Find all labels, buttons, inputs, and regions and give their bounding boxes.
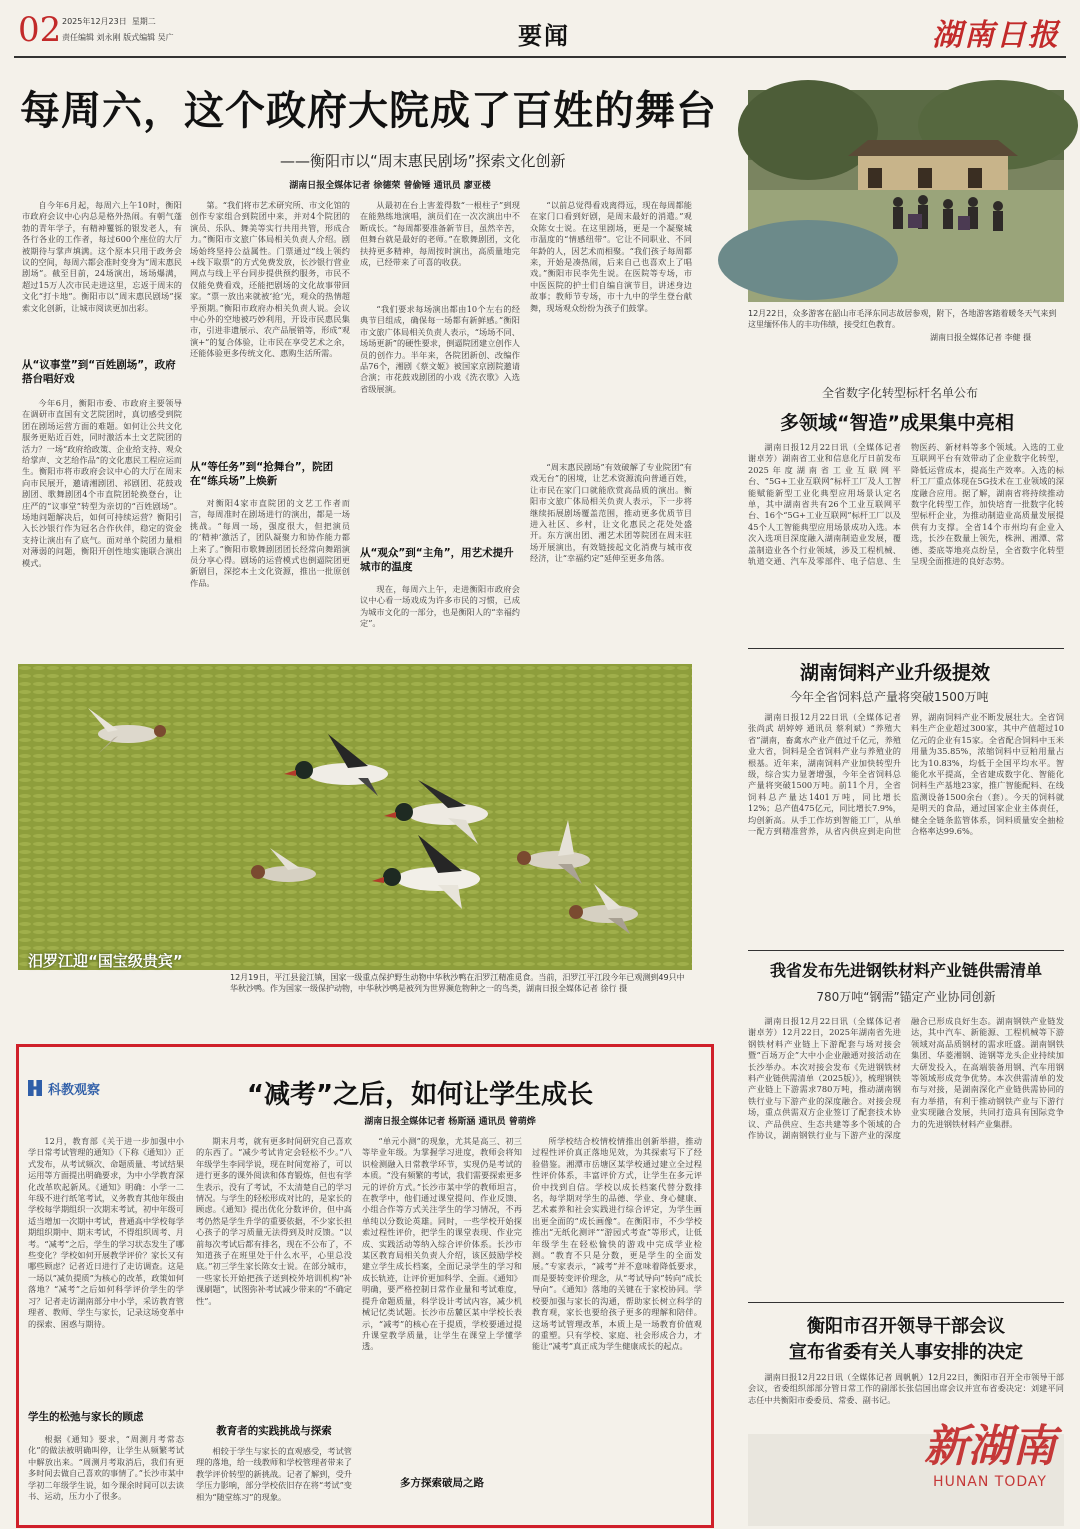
lead-subhead-2: 从“等任务”到“抢舞台”，院团在“练兵场”上焕新 — [190, 461, 334, 487]
news4-body: 湖南日报12月22日讯（全媒体记者 周帆帆）12月22日，衡阳市召开全市领导干部会议，省委组织部部分管日常工作的副部长张信国出席会议并宣布省委决定：刘建平同志任中共衡阳市委委员、常委、副书记。 — [748, 1372, 1064, 1405]
column-tag-icon — [28, 1080, 42, 1096]
news4-rule — [748, 1302, 1064, 1303]
photo-mergansers-image — [18, 664, 692, 970]
photo-shaoshan — [748, 90, 1064, 302]
news2-title: 湖南饲料产业升级提效 — [800, 662, 991, 684]
lead-subhead-1: 从“议事堂”到“百姓剧场”，政府搭台唱好戏 — [22, 359, 176, 385]
feature-col4: 所学校结合校情校情推出创新举措，推动过程性评价真正落地见效，为其探索写下了经验借鉴。湘潭市岳塘区某学校通过建立全过程性评价体系，丰富评价方式，让学生在多元评价中找到自信。学校以成长档案代替分数排名，每学期对学生的品德、学业、身心健康、艺术素养和社会实践进行综合评定，为学生画出更全面的“成长画像”。在衡阳市，不少学校推出“无纸化测评”“游园式考查”等形式，让低年级学生在轻松愉快的游戏中完成学业检测。“教育不只是分数，更是学生的全面发展。”专家表示，“减考”并不意味着降低要求，而是要转变评价理念，从“考试导向”转向“成长导向”。《通知》落地的关键在于家校协同。学校要加强与家长的沟通，帮助家长树立科学的教育观，家长也要给孩子更多的理解和陪伴。这场考试管理改革，本质上是一场教育价值观的重塑。只有学校、家庭、社会形成合力，才能让“减考”真正成为学生健康成长的起点。 — [532, 1136, 702, 1352]
news4-title-2: 宣布省委有关人事安排的决定 — [789, 1342, 1023, 1363]
lead-col4-bottom: “周末惠民剧场”有效破解了专业院团“有戏无台”的困境，让艺术资源流向普通百姓，让市民在家门口就能欣赏高品质的演出。衡阳市文旅广体局相关负责人表示，下一步将继续拓展剧场覆盖范围，推动更多优质节目进入社区、乡村，让文化惠民之花处处盛开。东方演出团、湘艺术团等院团在周末驻场开展演出，有效链接起文化消费与城市夜经济，让“幸福约定”延伸至更多角落。 — [530, 462, 692, 564]
lead-col1-top: 自今年6月起，每周六上午10时，衡阳市政府会议中心内总是格外热闹。有朝气蓬勃的青年学子，有精神矍铄的银发老人，有各行各业的工作者，每过600个座位的大厅被期待与掌声填满。这个原本只用于政务会议的空间，每周六都会准时变身为“周末惠民剧场”。截至目前，24场演出，场场爆满，超过15万人次市民走进这里，忘返于周末的文化“打卡地”。衡阳市以“周末惠民剧场”探索文化创新，让城市阅读更加出彩。 — [22, 200, 182, 313]
lead-subhead-3: 从“观众”到“主角”，用艺术提升城市的温度 — [360, 547, 514, 573]
photo-shaoshan-caption: 12月22日，众多游客在韶山市毛泽东同志故居参观，附下，各地游客踏着暖冬天气来到这里缅怀伟人的丰功伟绩，接受红色教育。 — [748, 309, 1057, 329]
lead-col3-bottom: 现在，每周六上午，走进衡阳市政府会议中心看一场戏成为许多市民的习惯，已成为城市文化的一部分，也是衡阳人的“幸福约定”。 — [360, 584, 520, 629]
page-header — [14, 8, 1066, 54]
lead-col2-top: 第。“我们将市艺术研究所、市文化馆的创作专家组合到院团中来，并对4个院团的演员、乐队、舞美等实行共用共管，形成合力。”衡阳市文旅广体局相关负责人介绍。剧场始终坚持公益属性。门票通过“线上领约+线下取票”的方式免费发放，长沙银行营业网点与线上平台同步提供预约服务，市民不仅能免费看戏，还能把剧场的文化故事带回家。“票一放出来就被‘抢’光，观众的热情超乎预期。”衡阳市政府办相关负责人说。会议中心外的空地被巧妙利用，开设市民惠民集市，引进非遗展示、农产品展销等，形成“观演+”的复合体验，让市民在享受艺术之余，还能体验更多传统文化、惠购生活所需。 — [190, 200, 350, 359]
lead-col4-top: “以前总觉得看戏离得远，现在每周都能在家门口看到好剧，是周末最好的消遣。”观众陈女士说。在这里剧场，更是一个凝聚城市温度的“情感纽带”。它让不同职业、不同年龄的人，因艺术而相聚。“我们孩子每周都来，开始是凑热闹，后来自己也喜欢上了唱戏。”衡阳市民李先生说。在医院等专场，市中医医院的护士们自编自演节目，讲述身边故事；教师节专场，市十九中的学生登台献舞，现场观众纷纷为孩子们鼓掌。 — [530, 200, 692, 313]
lead-col2-bottom: 对衡阳4家市直院团的文艺工作者而言，每周准时在剧场进行的演出，都是一场挑战。“每周一场，强度很大，但把演员的‘精神’激活了，团队凝聚力和协作能力都上来了。”衡阳市歌舞剧团团长经常向舞蹈演员分享心得。剧场的运营模式也倒逼院团更新剧目，深挖本土文化资源，推出一批原创作品。 — [190, 498, 350, 588]
feature-col2-bottom: 相较于学生与家长的直观感受，考试管理的落地，给一线教师和学校管理者带来了教学评价转型的新挑战。记者了解到，受升学压力影响，部分学校依旧存在将“考试”变相为“随堂练习”的现象。 — [196, 1446, 352, 1502]
masthead-logo: 湖南日报 — [932, 18, 1060, 53]
lead-col3-top: 从最初在台上害羞得数“一根柱子”到现在能熟练地演唱，演员们在一次次演出中不断成长。“每周都要准备新节目，虽然辛苦，但舞台就是最好的老师。”在歌舞剧团，文化扶持更多精神，每周按时演出，高质量地完成，已经带来了可喜的收获。 — [360, 200, 520, 268]
lead-col3-mid: “我们要求每场演出都由10个左右的经典节目组成，确保每一场都有新鲜感。”衡阳市文旅广体局相关负责人表示，“场场不同、场场更新”的硬性要求，倒逼院团建立创作人员的创作力。半年来，各院团新创、改编作品76个，湘剧《蔡文姬》被国家京剧院邀请合演；市花鼓戏剧团的小戏《洗衣歌》入选省级展演。 — [360, 304, 520, 394]
feature-col2-top: 期末月考，就有更多时间研究自己喜欢的东西了。“减少考试肯定会轻松不少。”八年级学生李同学说，现在时间宽裕了，可以进行更多的课外阅读和体育锻炼，但也有学生表示，没有了考试，不太清楚自己的学习情况。与学生的轻松形成对比的，是家长的顾虑。《通知》提出优化分数评价，但中高考仍然是学生升学的重要依据，不少家长担心孩子的学习质量无法得到及时反馈。“以前每次考试后都有排名，现在不公布了，不知道孩子在班里处于什么水平，心里总没底。”初三学生家长陈女士说。在部分城市，一些家长开始把孩子送到校外培训机构“补课刷题”，试图弥补考试减少带来的“不确定性”。 — [196, 1136, 352, 1306]
header-editors: 责任编辑 刘永刚 版式编辑 吴广 — [62, 33, 174, 42]
header-date: 2025年12月23日 星期二 — [62, 17, 156, 26]
news3-subtitle: 780万吨“钢需”锚定产业协同创新 — [816, 990, 996, 1004]
page-number: 02 — [18, 10, 62, 50]
news1-body: 湖南日报12月22日讯（全媒体记者 谢卓芳）湖南省工业和信息化厅日前发布2025年度湖南省工业互联网平台、“5G+工业互联网”标杆工厂及人工智能赋能新型工业化典型应用场景认定名单，其中湖南省共有26个工业互联网平台、16个“5G+工业互联网”标杆工厂以及45个人工智能典型应用场景成功入选。本次入选项目深度融入湖南制造业发展，覆盖制造业各个行业领域，涉及工程机械、轨道交通、汽车及零部件、电子信息、生物医药、新材料等多个领域。入选的工业互联网平台有效带动了企业数字化转型，降低运营成本，提高生产效率。入选的标杆工厂重点体现在5G技术在工业领域的深度融合应用。据了解，湖南省将持续推动数字化转型工作，加快培育一批数字化转型标杆企业，为推动制造业高质量发展提供有力支撑。全省14个市州均有企业入选，长沙在数量上领先，株洲、湘潭、常德、娄底等地亮点纷呈，全省数字化转型呈现全面推进的良好态势。 — [748, 442, 1064, 567]
news4-title-1: 衡阳市召开领导干部会议 — [807, 1316, 1005, 1337]
news1-title: 多领域“智造”成果集中亮相 — [780, 412, 1014, 434]
feature-subhead-1: 学生的松弛与家长的顾虑 — [28, 1411, 144, 1423]
lead-byline: 湖南日报全媒体记者 徐德荣 曾偷锤 通讯员 廖亚楼 — [289, 181, 491, 191]
feature-column-tag: 科教观察 — [28, 1078, 100, 1098]
news2-rule — [748, 648, 1064, 649]
watermark-cn: 新湖南 — [924, 1421, 1056, 1472]
lead-col1-bottom: 今年6月，衡阳市委、市政府主要领导在调研市直国有文艺院团时，真切感受到院团在剧场运营方面的难题。如何让公共文化服务更贴近百姓，同时激活本土文艺院团的活力？一场“政府给政策、企业给支持、观众给掌声、文艺给作品”的文化惠民工程应运而生。衡阳市将市政府会议中心的大厅在周末向市民展开，邀请湘剧团、祁剧团、花鼓戏剧团、歌舞剧团4个市直院团轮换登台，让庄严的“议事堂”转型为亲切的“百姓剧场”。场地问题解决后，如何可持续运营？衡阳引入长沙银行作为冠名合作伙伴，稳定的资金支持让演出有了底气。面对单个院团力量相对薄弱的问题，衡阳开创性地实施联合演出模式。 — [22, 398, 182, 568]
feature-subhead-2: 教育者的实践挑战与探索 — [216, 1425, 332, 1437]
feature-col3: “单元小测”的现象，尤其是高三、初三等毕业年级。为掌握学习进度，教师会将知识检测融入日常教学环节，实现仍是考试的本质。“没有频繁的考试，我们需要探索更多元的评价方式。”长沙市某中学的教师坦言，在教学中，他们通过课堂提问、作业反馈、小组合作等方式关注学生的学习情况，不再单纯以分数论英雄。同时，一些学校开始探索过程性评价，把学生的课堂表现、作业完成、实践活动等纳入综合评价体系。长沙市某区教育局相关负责人介绍，该区鼓励学校建立学生成长档案，全面记录学生的学习和成长轨迹，让评价更加科学、全面。《通知》明确，要严格控制日常作业量和考试难度，提升命题质量，科学设计考试内容，减少机械记忆类试题。长沙市岳麓区某中学校长表示，“减考”的核心在于提质，学校要通过提升课堂教学质量，让学生在课堂上学懂学透。 — [362, 1136, 522, 1352]
feature-col1-bottom: 根据《通知》要求，“周测月考常态化”的做法被明确叫停，让学生从频繁考试中解放出来。“周测月考取消后，我们有更多时间去做自己喜欢的事情了。”长沙市某中学初二年级学生说，如今课余时间可以去读书、运动，压力小了很多。 — [28, 1434, 184, 1502]
photo-mergansers-caption: 12月19日，平江县瓮江镇，国家一级重点保护野生动物中华秋沙鸭在汨罗江精准觅食。当前，汨罗江平江段今年已观测到49只中华秋沙鸭。作为国家一级保护动物，中华秋沙鸭是被列为世界濒危物种之一的鸟类，湖南日报全媒体记者 徐行 摄 — [230, 973, 685, 993]
news2-body: 湖南日报12月22日讯（全媒体记者 张尚武 胡婷婷 通讯员 蔡利斌）“养殖大省”湖南，畜禽水产业产值过千亿元，养殖业大省，饲料是全省饲料产业与养殖业的根基。近年来，湖南饲料产业加快转型升级，综合实力显著增强，今年全省饲料总产量将突破1500万吨。前11个月，全省饲料总产量达1401万吨，同比增长12%；总产值475亿元，同比增长7.9%，均创新高。从手工作坊到智能工厂，从单一配方到精准营养，从省内供应到走向世界，湖南饲料产业不断发展壮大。全省饲料生产企业超过300家，其中产值超过10亿元的企业有15家。全省配合饲料中玉米用量为35.85%，浓缩饲料中豆粕用量占比为10.83%，均低于全国平均水平。智能化水平提高，全省建成数字化、智能化饲料生产基地23家，推广智能配料、在线监测设备1500余台（套）。今天的饲料就是明天的食品，通过国家企业主体责任，健全全链条监管体系，饲料质量安全抽检合格率达99.6%。 — [748, 712, 1064, 837]
feature-title: “减考”之后，如何让学生成长 — [246, 1080, 594, 1110]
news2-subtitle: 今年全省饲料总产量将突破1500万吨 — [790, 690, 989, 704]
news3-rule — [748, 950, 1064, 951]
watermark-en: HUNAN TODAY — [933, 1474, 1047, 1490]
photo-shaoshan-image — [748, 90, 1064, 302]
lead-subtitle: ——衡阳市以“周末惠民剧场”探索文化创新 — [280, 152, 566, 170]
section-name: 要闻 — [518, 22, 570, 50]
lead-title: 每周六，这个政府大院成了百姓的舞台 — [20, 88, 717, 134]
photo-shaoshan-credit: 湖南日报全媒体记者 李健 摄 — [930, 333, 1032, 342]
feature-subhead-3: 多方探索破局之路 — [400, 1477, 484, 1489]
header-rule — [14, 56, 1066, 58]
news3-title: 我省发布先进钢铁材料产业链供需清单 — [769, 961, 1042, 980]
photo-mergansers-overlay-title: 汨罗江迎“国宝级贵宾” — [28, 952, 183, 970]
feature-col1-top: 12月，教育部《关于进一步加强中小学日常考试管理的通知》（下称《通知》）正式发布，从考试频次、命题质量、考试结果运用等方面提出明确要求，为中小学教育深化改革吹起新风。《通知》明确：小学一二年级不进行纸笔考试，义务教育其他年级由学校每学期组织一次期末考试，初中年级可适当增加一次期中考试，普通高中学校每学期组织期中、期末考试，不得组织周考、月考。“减考”之后，学生的学习状态发生了哪些变化？学校如何开展教学评价？家长又有哪些顾虑？记者近日进行了走访调查。这是一场以“减负提质”为核心的改革，政策如何落地？“减考”之后如何科学评价学生的学习？记者走访湖南部分中小学，采访教育管理者、教师、学生与家长，记录这场变革中的探索、困惑与期待。 — [28, 1136, 184, 1329]
news1-kicker: 全省数字化转型标杆名单公布 — [822, 386, 979, 400]
news3-body: 湖南日报12月22日讯（全媒体记者 谢卓芳）12月22日，2025年湖南省先进钢铁材料产业链上下游配套与场对接会暨“百场万企”大中小企业融通对接活动在长沙举办。本次对接会发布《先进钢铁材料产业链供需清单（2025版）》，梳理钢铁产业链上下游需求780万吨，推动湖南钢铁行业与下游产业的深度融合。对接会现场，重点供需双方企业签订了配套技术协议、产品供应、生态共建等多个领域的合作协议，湖南钢铁行业与下游产业的深度融合已形成良好生态。湖南钢铁产业链发达，其中汽车、新能源、工程机械等下游领域对高品质钢材的需求旺盛。湖南钢铁集团、华菱湘钢、涟钢等龙头企业持续加大研发投入，在高端装备用钢、汽车用钢等领域形成竞争优势。本次供需清单的发布与对接，是湖南深化产业链供需协同的有力举措，有利于推动钢铁产业与下游行业实现融合发展，共同打造具有国际竞争力的先进钢铁材料产业集群。 — [748, 1016, 1064, 1141]
photo-mergansers — [18, 664, 692, 970]
feature-byline: 湖南日报全媒体记者 杨斯涵 通讯员 曾萌烨 — [364, 1117, 536, 1127]
watermark-logo — [910, 1420, 1070, 1524]
